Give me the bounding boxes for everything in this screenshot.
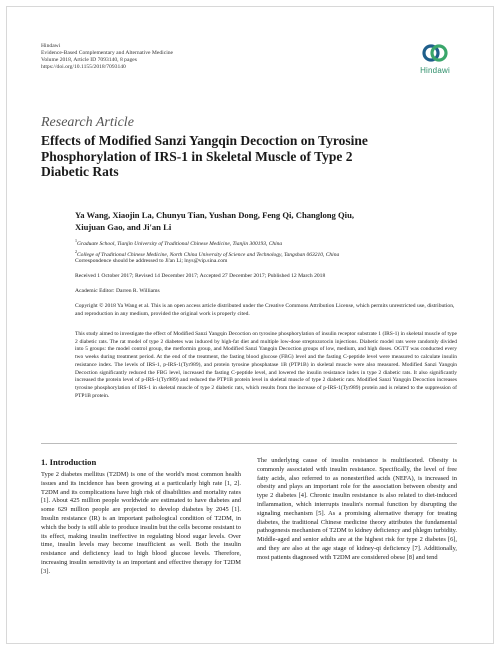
journal-info xyxy=(41,43,173,71)
copyright-notice: Copyright © 2018 Ya Wang et al. This is an open access article distributed under the Creative Commons Attribution License, which permits unrestricted use, distribution, and reproduction in any medium, provided the original work is properly cited. xyxy=(75,303,455,317)
affiliations xyxy=(75,237,455,260)
academic-editor: Academic Editor: Darren R. Williams xyxy=(75,288,160,294)
journal-doi[interactable]: https://doi.org/10.1155/2018/7093140 xyxy=(41,64,126,70)
affiliation-2: $^2$College of Traditional Chinese Medicine, North China University of Science and Technology, Tangshan 063210, China xyxy=(75,249,340,259)
author-line-1: Ya Wang, Xiaojin La, Chunyu Tian, Yushan Dong, Feng Qi, Changlong Qiu, xyxy=(75,210,355,220)
publisher-name: Hindawi xyxy=(41,43,61,49)
correspondence: Correspondence should be addressed to Ji'an Li; lnys@vip.sina.com xyxy=(75,258,228,264)
article-title: Effects of Modified Sanzi Yangqin Decoction on Tyrosine Phosphorylation of IRS-1 in Skeletal Muscle of Type 2 Diabetic Rats xyxy=(41,133,368,179)
section-divider xyxy=(41,443,457,444)
section-heading: 1. Introduction xyxy=(41,457,97,467)
article-type: Research Article xyxy=(41,115,134,130)
abstract: This study aimed to investigate the effect of Modified Sanzi Yangqin Decoction on tyrosine phosphorylation of insulin receptor substrate 1 (IRS-1) in skeletal muscle of type 2 diabetic rats. The rat model of type 2 diabetes was induced by high-fat diet and multiple low-dose streptozotocin injections. Diabetic model rats were randomly divided into 5 groups: the model control group, the metformin group, and Modified Sanzi Yangqin Decoction groups of low, medium, and high doses. OGTT was conducted every two weeks during treatment period. At the end of the treatment, the fasting blood glucose (FBG) level and the fasting C-peptide level were measured to calculate insulin resistance index. The levels of IRS-1, p-IRS-1(Tyr989), and protein tyrosine phosphatase 1B (PTP1B) in skeletal muscle were also measured. Modified Sanzi Yangqin Decoction significantly reduced the FBG level, increased the fasting C-peptide level, and lowered the insulin resistance index in type 2 diabetic rats. It also significantly increased the protein level of p-IRS-1(Tyr989) and reduced the PTP1B protein level in skeletal muscle of type 2 diabetic rats. Modified Sanzi Yangqin Decoction increases tyrosine phosphorylation of IRS-1 in skeletal muscle of type 2 diabetic rats, which results from the increase of p-IRS-1(Tyr989) protein and is related to the suppression of PTP1B protein. xyxy=(75,331,457,399)
affiliation-1: $^1$Graduate School, Tianjin University of Traditional Chinese Medicine, Tianjin 300193, China xyxy=(75,238,283,247)
body-column-right: The underlying cause of insulin resistance is multifaceted. Obesity is commonly associated with insulin resistance. Specifically, the level of free fatty acids, also referred to as nonesterified acids (NEFA), is increased in obesity and plays an important role for the association between obesity and type 2 diabetes [4]. Chronic insulin resistance is also related to diet-induced inflammation, which interrupts insulin's normal function by disrupting the signaling mechanism [5]. As a promising alternative therapy for treating diabetes, the traditional Chinese medicine theory attributes the fundamental pathogenesis mechanism of T2DM to kidney deficiency and phlegm turbidity. Middle-aged and senior adults are at the highest risk for type 2 diabetes [6], and they are also at the age stage of kidney-qi deficiency [7]. Additionally, most patients diagnosed with T2DM are considered obese [8] and tend xyxy=(257,457,457,561)
author-line-2: Xiujuan Gao, and Ji'an Li xyxy=(75,222,172,232)
hindawi-logo-icon xyxy=(422,41,448,65)
body-column-left: Type 2 diabetes mellitus (T2DM) is one of the world's most common health issues and its incidence has been growing at a particularly high rate [1, 2]. T2DM and its complications have high risk of disabilities and mortality rates [1]. About 425 million people worldwide are estimated to have diabetes and some 629 million people are projected to develop diabetes by 2045 [1]. Insulin resistance (IR) is an important pathological condition of T2DM, in which the body is still able to produce insulin but the cells become resistant to its effect, making insulin ineffective in regulating blood sugar levels. Over time, insulin levels may become insufficient as well. Both the insulin resistance and deficiency lead to high blood glucose levels. Therefore, increasing insulin sensitivity is an important and effective therapy for T2DM [3]. xyxy=(41,471,241,575)
hindawi-logo-text: Hindawi xyxy=(420,66,450,75)
hindawi-logo xyxy=(413,41,457,81)
journal-volume: Volume 2018, Article ID 7093140, 8 pages xyxy=(41,57,137,63)
author-list xyxy=(75,209,455,233)
article-dates: Received 1 October 2017; Revised 14 December 2017; Accepted 27 December 2017; Published 12 March 2018 xyxy=(75,273,326,279)
paper-page xyxy=(6,6,494,644)
journal-name: Evidence-Based Complementary and Alternative Medicine xyxy=(41,50,174,56)
